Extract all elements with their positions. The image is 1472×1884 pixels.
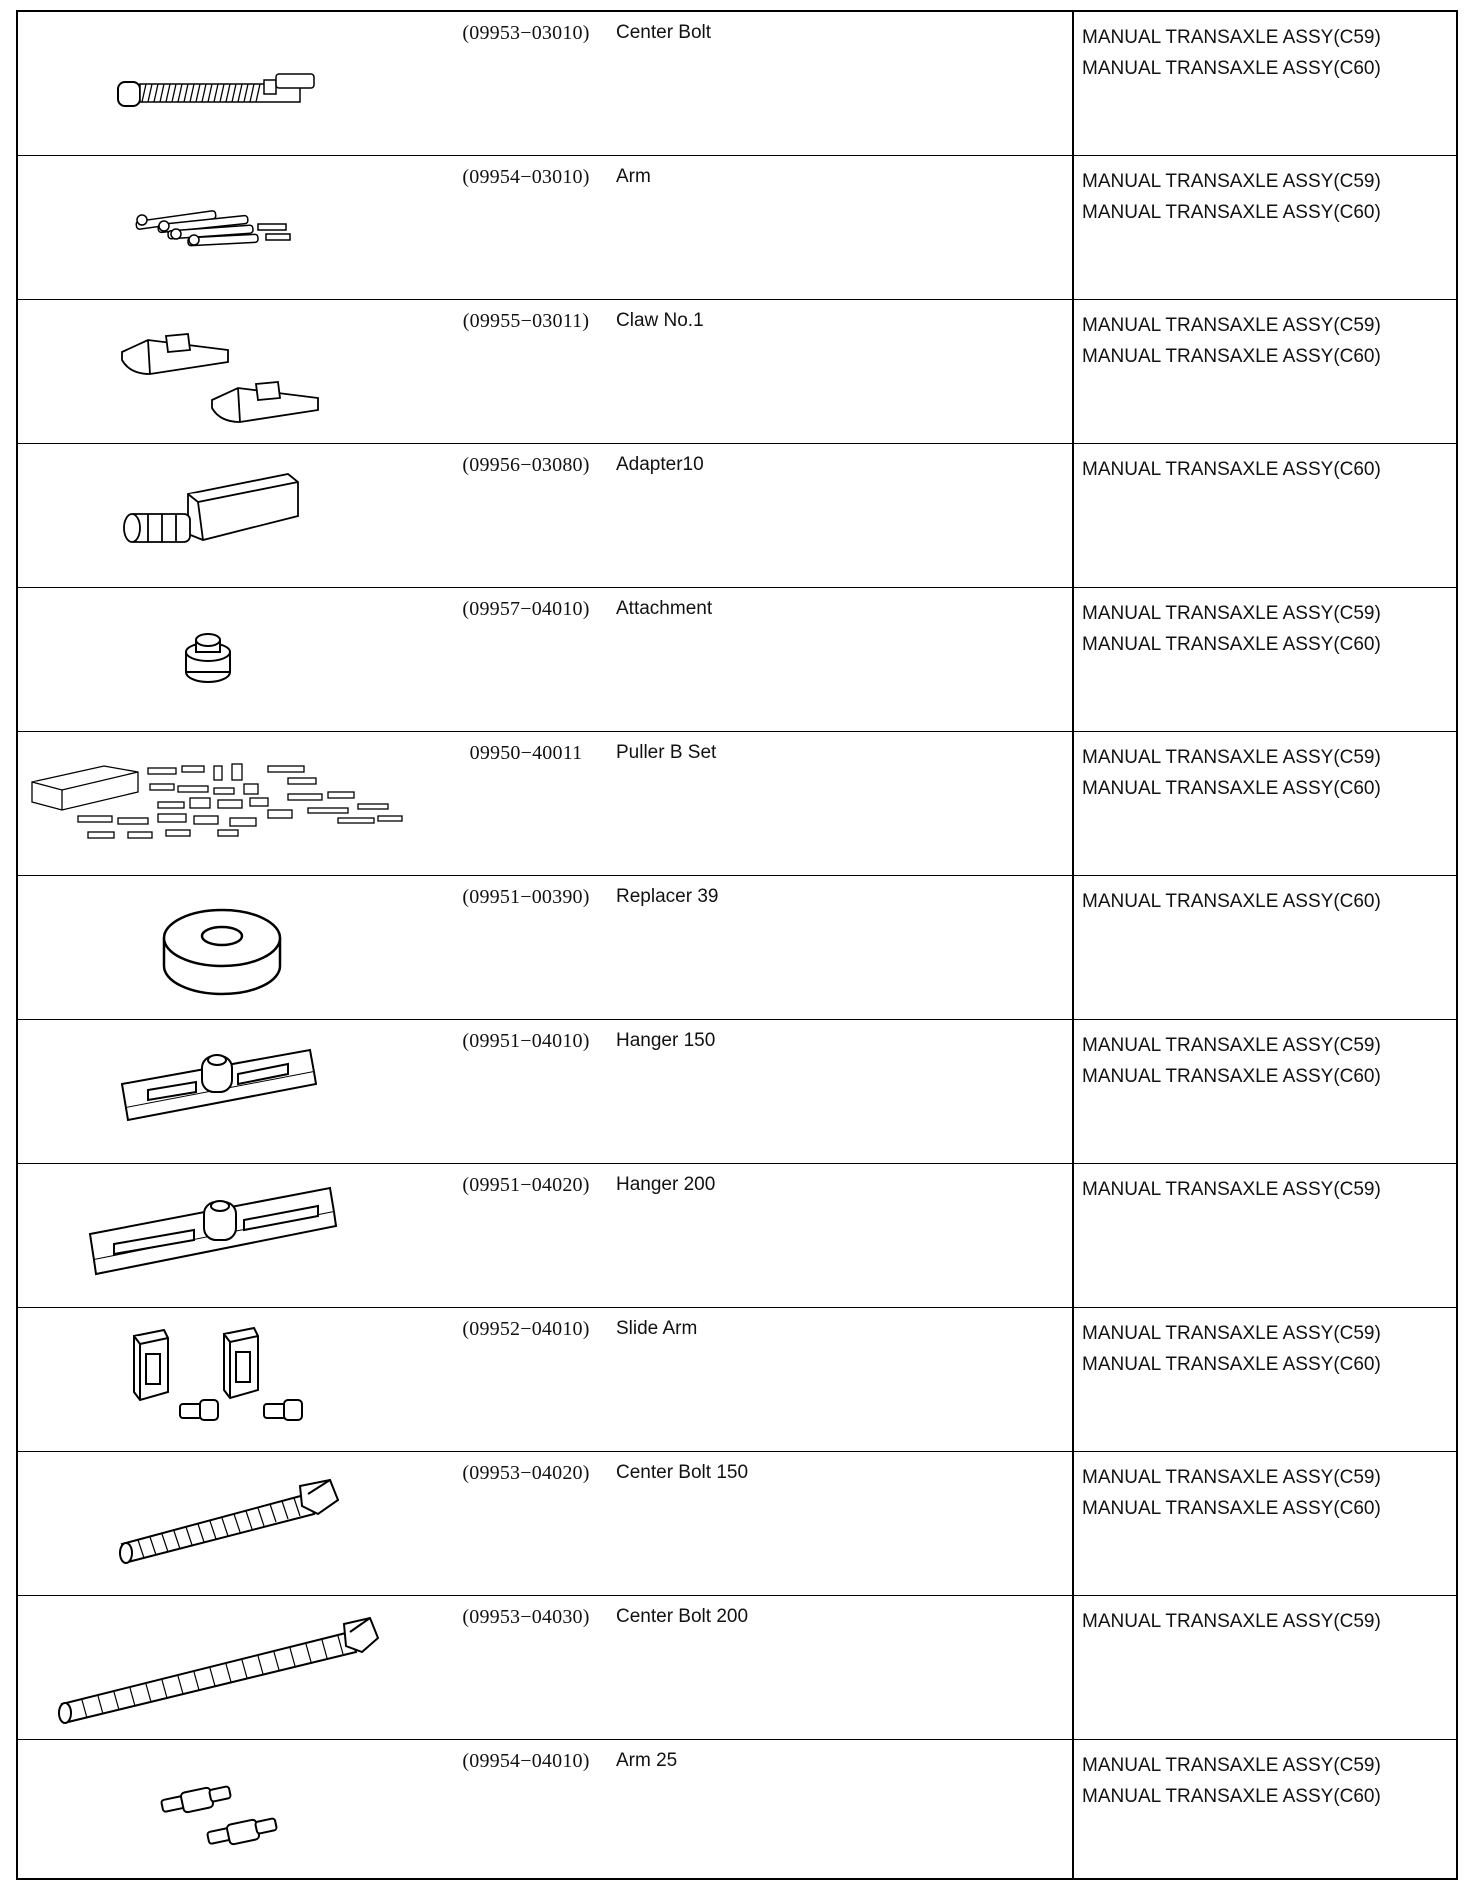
model-item: MANUAL TRANSAXLE ASSY(C60) [1082,58,1381,79]
part-number: (09955−03011) [462,310,590,332]
part-number: 09950−40011 [469,742,583,764]
table-row [18,1020,1456,1164]
model-item: MANUAL TRANSAXLE ASSY(C59) [1082,603,1381,624]
model-item: MANUAL TRANSAXLE ASSY(C60) [1082,891,1381,912]
part-number: (09954−03010) [462,166,590,188]
applicable-models [1082,1606,1381,1637]
model-item: MANUAL TRANSAXLE ASSY(C60) [1082,346,1381,367]
part-name: Center Bolt 200 [616,1606,749,1627]
part-number: (09951−04020) [462,1174,590,1196]
model-item: MANUAL TRANSAXLE ASSY(C59) [1082,1179,1381,1200]
model-item: MANUAL TRANSAXLE ASSY(C59) [1082,171,1381,192]
part-name: Claw No.1 [616,310,704,331]
model-item: MANUAL TRANSAXLE ASSY(C59) [1082,747,1381,768]
replacer-illustration [18,876,438,1018]
applicable-models [1082,886,1381,917]
arm-25-illustration [18,1740,438,1882]
part-number: (09952−04010) [462,1318,590,1340]
claw-illustration [18,300,438,442]
model-item: MANUAL TRANSAXLE ASSY(C59) [1082,27,1381,48]
applicable-models [1082,742,1381,804]
part-name: Puller B Set [616,742,717,763]
attachment-illustration [18,588,438,730]
center-bolt-200-illustration [18,1596,438,1738]
applicable-models [1082,454,1381,485]
part-name: Hanger 200 [616,1174,716,1195]
part-number: (09953−04020) [462,1462,590,1484]
part-number: (09957−04010) [462,598,590,620]
table-row [18,1164,1456,1308]
table-row [18,156,1456,300]
model-item: MANUAL TRANSAXLE ASSY(C60) [1082,778,1381,799]
sst-parts-table [16,10,1458,1880]
applicable-models [1082,1750,1381,1812]
model-item: MANUAL TRANSAXLE ASSY(C60) [1082,1786,1381,1807]
model-item: MANUAL TRANSAXLE ASSY(C59) [1082,315,1381,336]
model-item: MANUAL TRANSAXLE ASSY(C60) [1082,202,1381,223]
part-name: Center Bolt 150 [616,1462,749,1483]
part-name: Slide Arm [616,1318,698,1339]
table-row [18,1308,1456,1452]
adapter-illustration [18,444,438,586]
applicable-models [1082,1318,1381,1380]
part-name: Arm 25 [616,1750,678,1771]
part-number: (09956−03080) [462,454,590,476]
part-name: Adapter10 [616,454,704,475]
applicable-models [1082,1030,1381,1092]
center-bolt-illustration [18,12,438,154]
part-number: (09953−03010) [462,22,590,44]
applicable-models [1082,22,1381,84]
model-item: MANUAL TRANSAXLE ASSY(C60) [1082,459,1381,480]
applicable-models [1082,1462,1381,1524]
center-bolt-150-illustration [18,1452,438,1594]
table-row [18,876,1456,1020]
model-item: MANUAL TRANSAXLE ASSY(C60) [1082,1498,1381,1519]
hanger-illustration [18,1020,438,1162]
puller-set-illustration [18,732,438,874]
part-number: (09953−04030) [462,1606,590,1628]
part-number: (09954−04010) [462,1750,590,1772]
table-row [18,1452,1456,1596]
arm-illustration [18,156,438,298]
table-row [18,1596,1456,1740]
part-name: Replacer 39 [616,886,719,907]
model-item: MANUAL TRANSAXLE ASSY(C59) [1082,1611,1381,1632]
part-name: Attachment [616,598,713,619]
applicable-models [1082,1174,1381,1205]
hanger-long-illustration [18,1164,438,1306]
part-name: Center Bolt [616,22,712,43]
part-number: (09951−00390) [462,886,590,908]
table-row [18,12,1456,156]
applicable-models [1082,598,1381,660]
part-name: Arm [616,166,651,187]
model-item: MANUAL TRANSAXLE ASSY(C60) [1082,1066,1381,1087]
slide-arm-illustration [18,1308,438,1450]
part-number: (09951−04010) [462,1030,590,1052]
part-name: Hanger 150 [616,1030,716,1051]
table-row [18,300,1456,444]
applicable-models [1082,310,1381,372]
model-item: MANUAL TRANSAXLE ASSY(C59) [1082,1323,1381,1344]
applicable-models [1082,166,1381,228]
model-item: MANUAL TRANSAXLE ASSY(C59) [1082,1755,1381,1776]
table-row [18,1740,1456,1884]
table-row [18,732,1456,876]
model-item: MANUAL TRANSAXLE ASSY(C59) [1082,1467,1381,1488]
model-item: MANUAL TRANSAXLE ASSY(C60) [1082,1354,1381,1375]
model-item: MANUAL TRANSAXLE ASSY(C59) [1082,1035,1381,1056]
model-item: MANUAL TRANSAXLE ASSY(C60) [1082,634,1381,655]
table-row [18,444,1456,588]
table-row [18,588,1456,732]
